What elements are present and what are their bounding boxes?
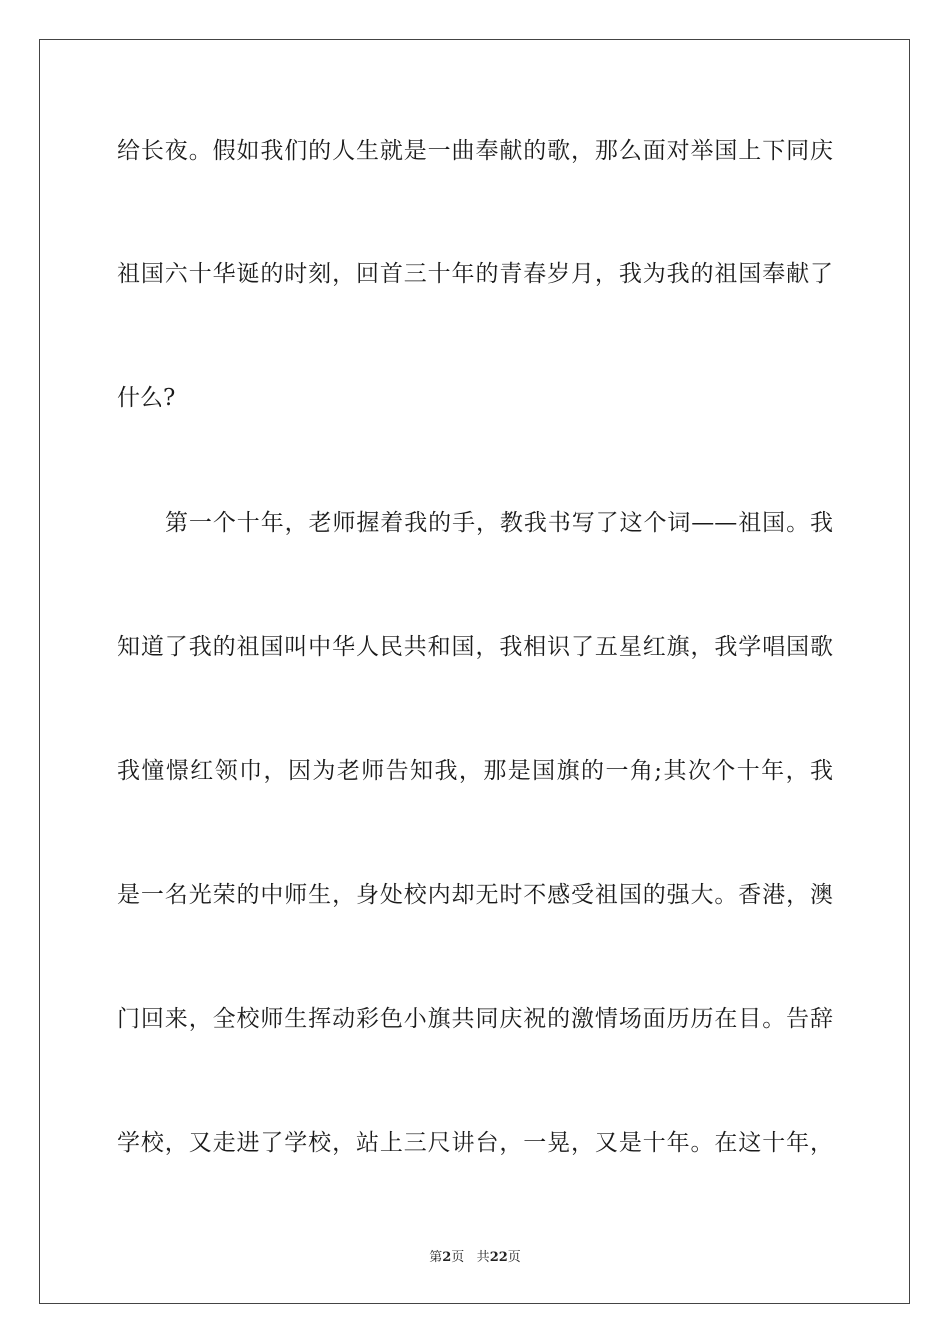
- footer-page-number: 2: [442, 1250, 452, 1265]
- footer-page-suffix: 页: [451, 1250, 465, 1265]
- body-line-6: 我憧憬红领巾，因为老师告知我，那是国旗的一角;其次个十年，我: [117, 758, 833, 784]
- footer-page-prefix: 第: [429, 1250, 443, 1265]
- footer-total-suffix: 页: [507, 1250, 521, 1265]
- body-line-8: 门回来，全校师生挥动彩色小旗共同庆祝的激情场面历历在目。告辞: [117, 1006, 833, 1032]
- footer-total-prefix: 共: [476, 1250, 490, 1265]
- page-border: [39, 39, 910, 1304]
- body-line-5: 知道了我的祖国叫中华人民共和国，我相识了五星红旗，我学唱国歌: [117, 634, 833, 660]
- body-line-4: 第一个十年，老师握着我的手，教我书写了这个词——祖国。我: [165, 510, 833, 536]
- page-footer: [0, 1246, 950, 1265]
- body-line-1: 给长夜。假如我们的人生就是一曲奉献的歌，那么面对举国上下同庆: [117, 138, 833, 164]
- body-line-3: 什么?: [117, 385, 176, 411]
- body-line-9: 学校，又走进了学校，站上三尺讲台，一晃，又是十年。在这十年，: [117, 1130, 833, 1156]
- footer-total-pages: 22: [489, 1250, 508, 1265]
- body-line-2: 祖国六十华诞的时刻，回首三十年的青春岁月，我为我的祖国奉献了: [117, 261, 833, 287]
- body-line-7: 是一名光荣的中师生，身处校内却无时不感受祖国的强大。香港，澳: [117, 882, 833, 908]
